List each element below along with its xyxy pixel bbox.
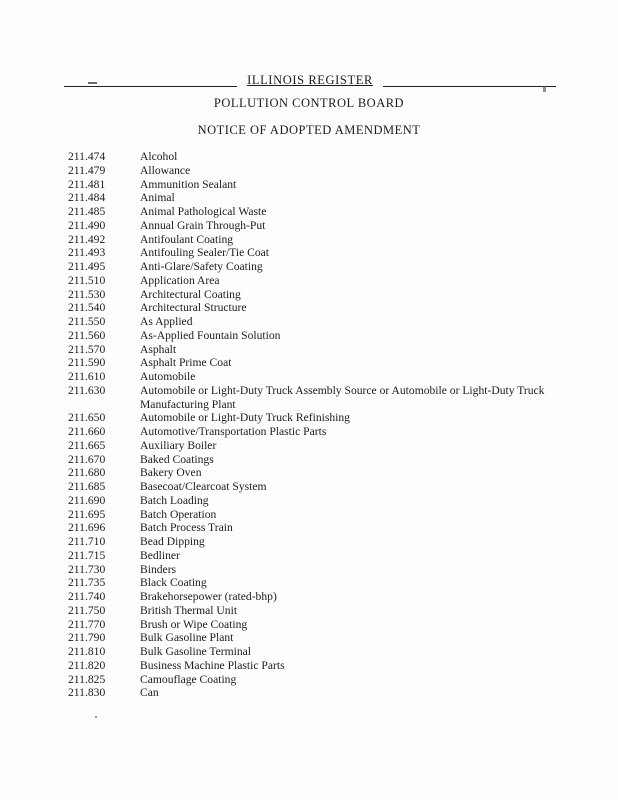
definition-row bbox=[68, 191, 564, 205]
definition-row bbox=[68, 604, 564, 618]
section-number: 211.740 bbox=[68, 590, 106, 603]
definition-term: Bulk Gasoline Terminal bbox=[140, 645, 252, 658]
section-number: 211.510 bbox=[68, 273, 106, 287]
definition-row bbox=[68, 315, 564, 329]
section-number: 211.825 bbox=[68, 672, 106, 686]
definition-term: Annual Grain Through-Put bbox=[140, 218, 266, 232]
definition-term: Animal Pathological Waste bbox=[140, 205, 267, 218]
section-number: 211.530 bbox=[68, 287, 106, 301]
section-number: 211.695 bbox=[68, 507, 106, 521]
section-number: 211.495 bbox=[68, 260, 106, 273]
definition-row bbox=[68, 508, 564, 522]
scan-artifact-dot bbox=[95, 716, 97, 718]
board-title: POLLUTION CONTROL BOARD bbox=[213, 96, 405, 110]
definition-row bbox=[68, 425, 564, 439]
definition-term: British Thermal Unit bbox=[140, 603, 238, 617]
definition-row bbox=[68, 301, 564, 315]
definition-term: Animal bbox=[140, 191, 175, 205]
definition-term: Batch Loading bbox=[140, 493, 209, 507]
definition-row bbox=[68, 686, 564, 700]
section-number: 211.479 bbox=[68, 163, 106, 177]
definition-row bbox=[68, 274, 564, 288]
definition-term: Bedliner bbox=[140, 548, 180, 562]
section-number: 211.830 bbox=[68, 686, 106, 700]
definition-row bbox=[68, 480, 564, 494]
definition-row bbox=[68, 576, 564, 590]
section-number: 211.696 bbox=[68, 521, 106, 535]
definition-term: Camouflage Coating bbox=[140, 672, 237, 686]
definition-row bbox=[68, 164, 564, 178]
definition-term: Antifoulant Coating bbox=[140, 232, 234, 246]
definition-term: Automobile or Light-Duty Truck Refinishing bbox=[140, 411, 350, 425]
definition-row bbox=[68, 659, 564, 673]
definition-row bbox=[68, 288, 564, 302]
section-number: 211.710 bbox=[68, 535, 106, 548]
definition-row bbox=[68, 453, 564, 467]
section-number: 211.750 bbox=[68, 603, 106, 617]
definition-term: Black Coating bbox=[140, 576, 207, 590]
section-number: 211.735 bbox=[68, 576, 106, 590]
definition-term: Batch Operation bbox=[140, 507, 217, 521]
definition-term: Asphalt bbox=[140, 342, 177, 356]
definition-term: Binders bbox=[140, 562, 177, 576]
definition-list bbox=[68, 150, 564, 700]
definition-row bbox=[68, 246, 564, 260]
section-number: 211.630 bbox=[68, 383, 106, 397]
definition-row bbox=[68, 150, 564, 164]
section-number: 211.670 bbox=[68, 452, 106, 466]
definition-term: Baked Coatings bbox=[140, 452, 214, 466]
section-number: 211.685 bbox=[68, 480, 106, 493]
definition-row bbox=[68, 260, 564, 274]
scan-artifact-right bbox=[543, 86, 546, 92]
definition-row bbox=[68, 343, 564, 357]
definition-row bbox=[68, 439, 564, 453]
section-number: 211.484 bbox=[68, 191, 106, 205]
header-rule bbox=[64, 70, 556, 87]
definition-term: Asphalt Prime Coat bbox=[140, 356, 232, 370]
definition-row bbox=[68, 645, 564, 659]
section-number: 211.570 bbox=[68, 342, 106, 356]
definition-term: Auxiliary Boiler bbox=[140, 438, 217, 452]
definition-row bbox=[68, 233, 564, 247]
section-number: 211.810 bbox=[68, 645, 106, 658]
definition-term: Anti-Glare/Safety Coating bbox=[140, 260, 263, 273]
section-number: 211.590 bbox=[68, 356, 106, 370]
definition-row bbox=[68, 563, 564, 577]
definition-term: Alcohol bbox=[140, 150, 178, 163]
definition-term: Allowance bbox=[140, 163, 191, 177]
section-number: 211.490 bbox=[68, 218, 106, 232]
section-number: 211.680 bbox=[68, 466, 106, 480]
definition-term: As Applied bbox=[140, 315, 193, 328]
definition-term: Bakery Oven bbox=[140, 466, 202, 480]
section-number: 211.610 bbox=[68, 370, 106, 383]
definition-row bbox=[68, 618, 564, 632]
definition-row bbox=[68, 549, 564, 563]
section-number: 211.820 bbox=[68, 658, 106, 672]
definition-row bbox=[68, 466, 564, 480]
definition-term: Architectural Coating bbox=[140, 287, 241, 301]
section-number: 211.690 bbox=[68, 493, 106, 507]
definition-row bbox=[68, 219, 564, 233]
definition-row bbox=[68, 205, 564, 219]
section-number: 211.492 bbox=[68, 232, 106, 246]
notice-title: NOTICE OF ADOPTED AMENDMENT bbox=[197, 123, 421, 137]
section-number: 211.540 bbox=[68, 301, 106, 315]
definition-row bbox=[68, 178, 564, 192]
definition-row bbox=[68, 590, 564, 604]
definition-row bbox=[68, 370, 564, 384]
definition-term: Bead Dipping bbox=[140, 535, 205, 548]
definition-row bbox=[68, 521, 564, 535]
definition-row bbox=[68, 329, 564, 343]
definition-row bbox=[68, 356, 564, 370]
section-number: 211.790 bbox=[68, 631, 106, 645]
definition-term: As-Applied Fountain Solution bbox=[140, 328, 281, 342]
register-title: ILLINOIS REGISTER bbox=[237, 73, 383, 88]
definition-row bbox=[68, 384, 564, 412]
section-number: 211.730 bbox=[68, 562, 106, 576]
definition-term: Architectural Structure bbox=[140, 301, 247, 315]
section-number: 211.550 bbox=[68, 315, 106, 328]
definition-term: Automobile bbox=[140, 370, 196, 383]
section-number: 211.660 bbox=[68, 425, 106, 438]
scan-artifact-left bbox=[88, 82, 97, 84]
section-number: 211.485 bbox=[68, 205, 106, 218]
section-number: 211.650 bbox=[68, 411, 106, 425]
section-number: 211.665 bbox=[68, 438, 106, 452]
definition-row bbox=[68, 673, 564, 687]
definition-row bbox=[68, 535, 564, 549]
section-number: 211.493 bbox=[68, 246, 106, 260]
section-number: 211.474 bbox=[68, 150, 106, 163]
definition-term: Can bbox=[140, 686, 159, 700]
definition-term: Batch Process Train bbox=[140, 521, 233, 535]
definition-term: Automotive/Transportation Plastic Parts bbox=[140, 425, 327, 438]
definition-row bbox=[68, 411, 564, 425]
definition-row bbox=[68, 494, 564, 508]
definition-term: Ammunition Sealant bbox=[140, 177, 237, 191]
section-number: 211.481 bbox=[68, 177, 106, 191]
definition-term: Brakehorsepower (rated-bhp) bbox=[140, 590, 277, 603]
definition-term: Business Machine Plastic Parts bbox=[140, 658, 285, 672]
section-number: 211.715 bbox=[68, 548, 106, 562]
definition-term: Antifouling Sealer/Tie Coat bbox=[140, 246, 270, 260]
section-number: 211.770 bbox=[68, 617, 106, 631]
section-number: 211.560 bbox=[68, 328, 106, 342]
definition-term: Basecoat/Clearcoat System bbox=[140, 480, 267, 493]
definition-term: Bulk Gasoline Plant bbox=[140, 631, 234, 645]
definition-term: Application Area bbox=[140, 273, 220, 287]
definition-row bbox=[68, 631, 564, 645]
definition-term: Automobile or Light-Duty Truck Assembly Source or Automobile or Light-Duty Truck Manufacturing Plant bbox=[140, 383, 545, 411]
definition-term: Brush or Wipe Coating bbox=[140, 617, 248, 631]
